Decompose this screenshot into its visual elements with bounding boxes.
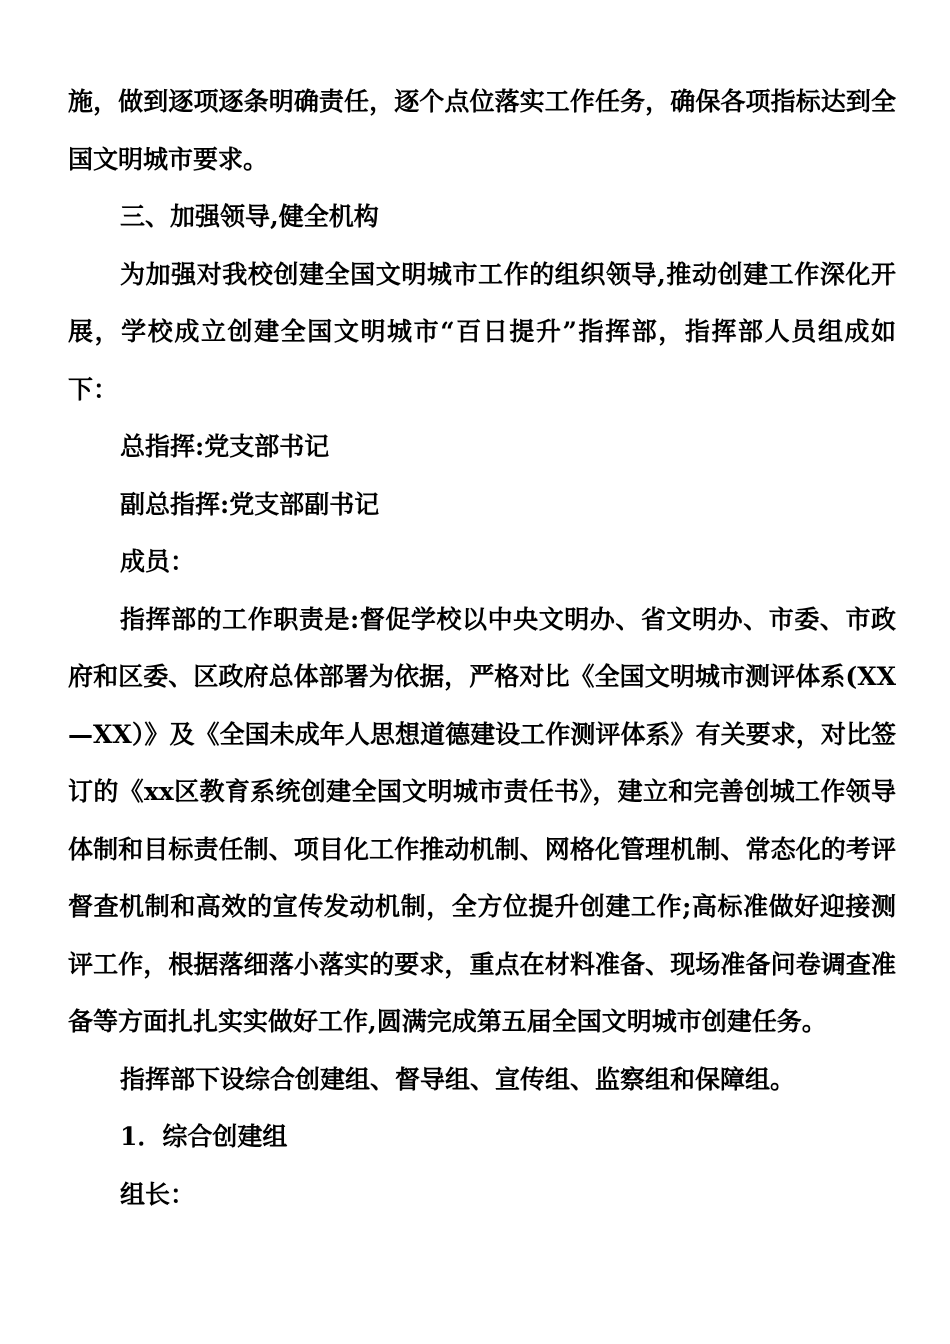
section-heading-3: 三、加强领导,健全机构 — [120, 202, 379, 231]
commander-line: 总指挥:党支部书记 — [120, 432, 330, 461]
deputy-commander-line: 副总指挥:党支部副书记 — [120, 489, 380, 519]
subsection-heading-1: 1．综合创建组 — [120, 1122, 288, 1151]
paragraph-continuation: 施，做到逐项逐条明确责任，逐个点位落实工作任务，确保各项指标达到全国文明城市要求。 — [68, 87, 896, 174]
document-page — [68, 73, 896, 1223]
members-line: 成员： — [120, 547, 196, 576]
paragraph-duties: 指挥部的工作职责是:督促学校以中央文明办、省文明办、市委、市政府和区委、区政府总体部署为依据，严格对比《全国文明城市测评体系(XX—XX）》及《全国未成年人思想道德建设工作测评体系》有关要求，对比签订的《xx区教育系统创建全国文明城市责任书》，建立和完善创城工作领导体制和目标责任制、项目化工作推动机制、网格化管理机制、常态化的考评督查机制和高效的宣传发动机制，全方位提升创建工作;高标准做好迎接测评工作，根据落细落小落实的要求，重点在材料准备、现场准备问卷调查准备等方面扎扎实实做好工作,圆满完成第五届全国文明城市创建任务。 — [68, 604, 896, 1036]
paragraph-intro: 为加强对我校创建全国文明城市工作的组织领导,推动创建工作深化开展，学校成立创建全国文明城市“百日提升”指挥部，指挥部人员组成如下： — [68, 259, 896, 404]
group-leader-line: 组长： — [120, 1179, 196, 1209]
paragraph-groups: 指挥部下设综合创建组、督导组、宣传组、监察组和保障组。 — [120, 1064, 796, 1094]
